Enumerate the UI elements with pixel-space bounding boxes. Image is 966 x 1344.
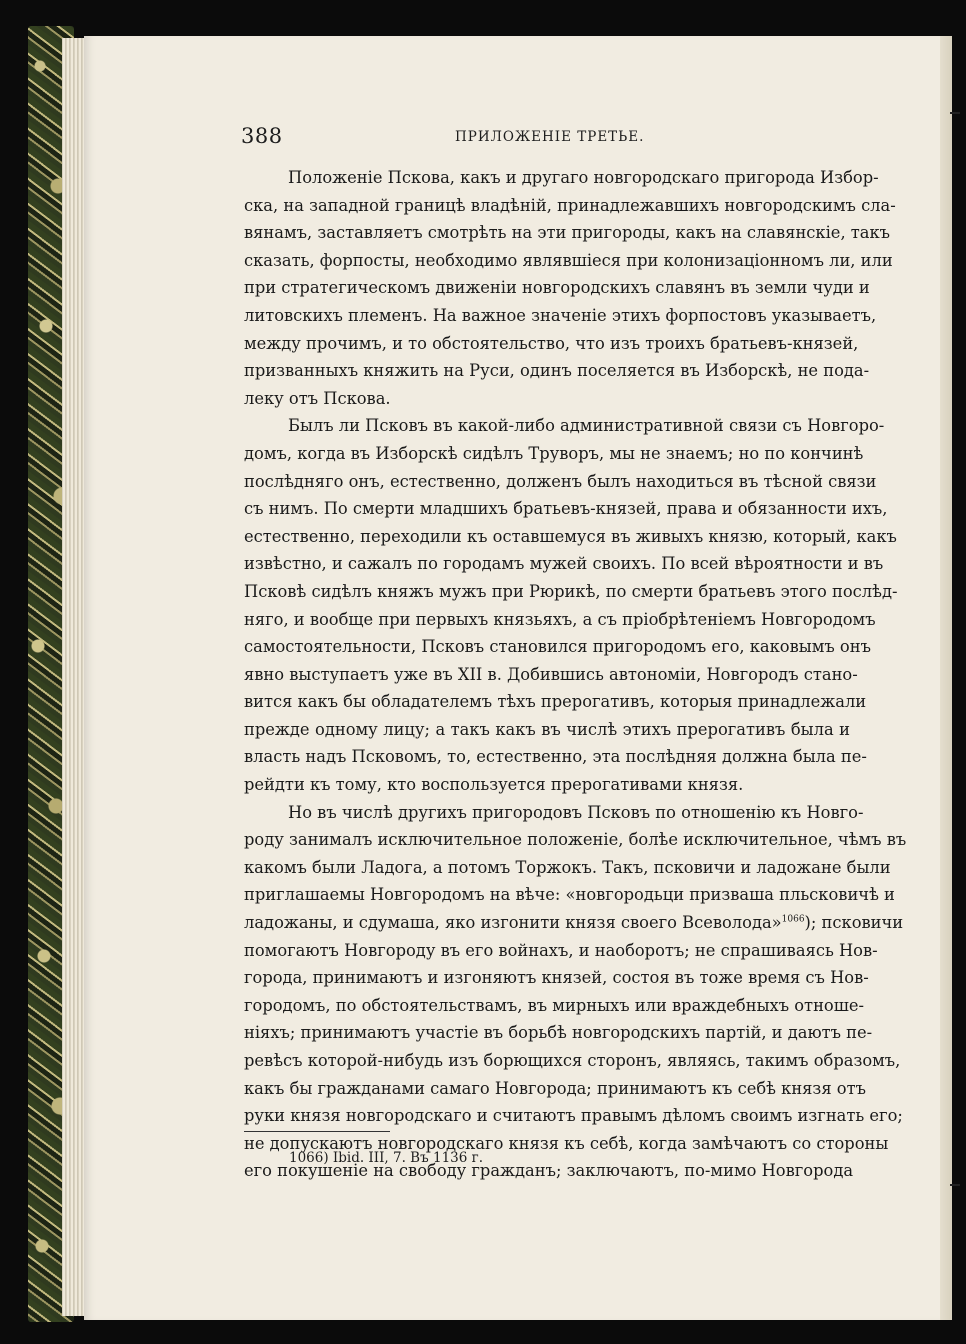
text-line: власть надъ Псковомъ, то, естественно, эта послѣдняя должна была пе-: [244, 747, 867, 767]
text-line: Былъ ли Псковъ въ какой-либо административной связи съ Новгоро-: [288, 416, 885, 436]
footnote-ref[interactable]: 1066: [781, 914, 805, 925]
text-line: роду занималъ исключительное положеніе, болѣе исключительное, чѣмъ въ: [244, 830, 907, 850]
text-line: сказать, форпосты, необходимо являвшіеся при колонизаціонномъ ли, или: [244, 250, 893, 270]
running-head: ПРИЛОЖЕНІЕ ТРЕТЬЕ.: [455, 129, 645, 145]
text-line: какъ бы гражданами самаго Новгорода; принимаютъ къ себѣ князя отъ: [244, 1078, 866, 1098]
footnote-rule: [244, 1131, 390, 1132]
text-line: помогаютъ Новгороду въ его войнахъ, и наоборотъ; не спрашиваясь Нов-: [244, 940, 878, 960]
text-line: ніяхъ; принимаютъ участіе въ борьбѣ новгородскихъ партій, и даютъ пе-: [244, 1023, 873, 1043]
text-line: вянамъ, заставляетъ смотрѣть на эти пригороды, какъ на славянскіе, такъ: [244, 223, 891, 243]
text-line: ладожаны, и сдумаша, яко изгонити князя своего Всеволода»$^{1066}$); псковичи: [244, 913, 904, 933]
text-line: ска, на западной границѣ владѣній, принадлежавшихъ новгородскимъ сла-: [244, 195, 896, 215]
footnote: 1066) Ibid. III, 7. Въ 1136 г.: [289, 1150, 483, 1166]
text-line: прежде одному лицу; а такъ какъ въ числѣ этихъ прерогативъ была и: [244, 719, 850, 739]
body-text: [244, 164, 907, 1185]
edge-mark: [950, 112, 960, 114]
text-line: какомъ были Ладога, а потомъ Торжокъ. Такъ, псковичи и ладожане были: [244, 857, 891, 877]
text-line: ревѣсъ которой-нибудь изъ борющихся сторонъ, являясь, такимъ образомъ,: [244, 1051, 901, 1070]
text-line: домъ, когда въ Изборскѣ сидѣлъ Труворъ, мы не знаемъ; но по кончинѣ: [244, 443, 864, 463]
paragraph: [244, 799, 907, 1185]
text-line: няго, и вообще при первыхъ князьяхъ, а съ пріобрѣтеніемъ Новгородомъ: [244, 609, 876, 629]
text-line: города, принимаютъ и изгоняютъ князей, состоя въ тоже время съ Нов-: [244, 968, 869, 988]
text-line: самостоятельности, Псковъ становился пригородомъ его, каковымъ онъ: [244, 637, 871, 657]
text-line: извѣстно, и сажалъ по городамъ мужей своихъ. По всей вѣроятности и въ: [244, 554, 884, 574]
text-line: Псковѣ сидѣлъ княжъ мужъ при Рюрикѣ, по смерти братьевъ этого послѣд-: [244, 581, 898, 601]
text-line: рейдти къ тому, кто воспользуется прерогативами князя.: [244, 775, 744, 795]
text-line: городомъ, по обстоятельствамъ, въ мирныхъ или враждебныхъ отноше-: [244, 995, 864, 1015]
text-line: не допускаютъ новгородскаго князя къ себѣ, когда замѣчаютъ со стороны: [244, 1133, 889, 1153]
text-line: леку отъ Пскова.: [244, 388, 391, 408]
text-line: Положеніе Пскова, какъ и другаго новгородскаго пригорода Избор-: [288, 168, 879, 187]
page-right-edge: [940, 36, 952, 1320]
text-line: при стратегическомъ движеніи новгородскихъ славянъ въ земли чуди и: [244, 278, 870, 298]
paragraph: [244, 164, 896, 412]
text-line: съ нимъ. По смерти младшихъ братьевъ-князей, права и обязанности ихъ,: [244, 499, 888, 519]
paragraph: [244, 412, 898, 798]
text-line: Но въ числѣ другихъ пригородовъ Псковъ по отношенію къ Новго-: [288, 802, 864, 822]
text-line: вится какъ бы обладателемъ тѣхъ прерогативъ, которыя принадлежали: [244, 692, 867, 712]
text-line: руки князя новгородскаго и считаютъ правымъ дѣломъ своимъ изгнать его;: [244, 1106, 903, 1126]
text-line: послѣдняго онъ, естественно, долженъ былъ находиться въ тѣсной связи: [244, 471, 877, 491]
edge-mark: [950, 1184, 960, 1186]
text-line: естественно, переходили къ оставшемуся въ живыхъ князю, который, какъ: [244, 526, 897, 546]
text-line: приглашаемы Новгородомъ на вѣче: «новгородьци призваша пльсковичѣ и: [244, 885, 895, 905]
text-line: между прочимъ, и то обстоятельство, что изъ троихъ братьевъ-князей,: [244, 333, 859, 353]
page-number: 388: [241, 124, 283, 148]
text-line: его покушеніе на свободу гражданъ; заключаютъ, по-мимо Новгорода: [244, 1161, 854, 1181]
text-line: литовскихъ племенъ. На важное значеніе этихъ форпостовъ указываетъ,: [244, 305, 877, 325]
text-line: явно выступаетъ уже въ XII в. Добившись автономіи, Новгородъ стано-: [244, 664, 858, 684]
text-line: призванныхъ княжить на Руси, одинъ поселяется въ Изборскѣ, не пода-: [244, 361, 870, 381]
